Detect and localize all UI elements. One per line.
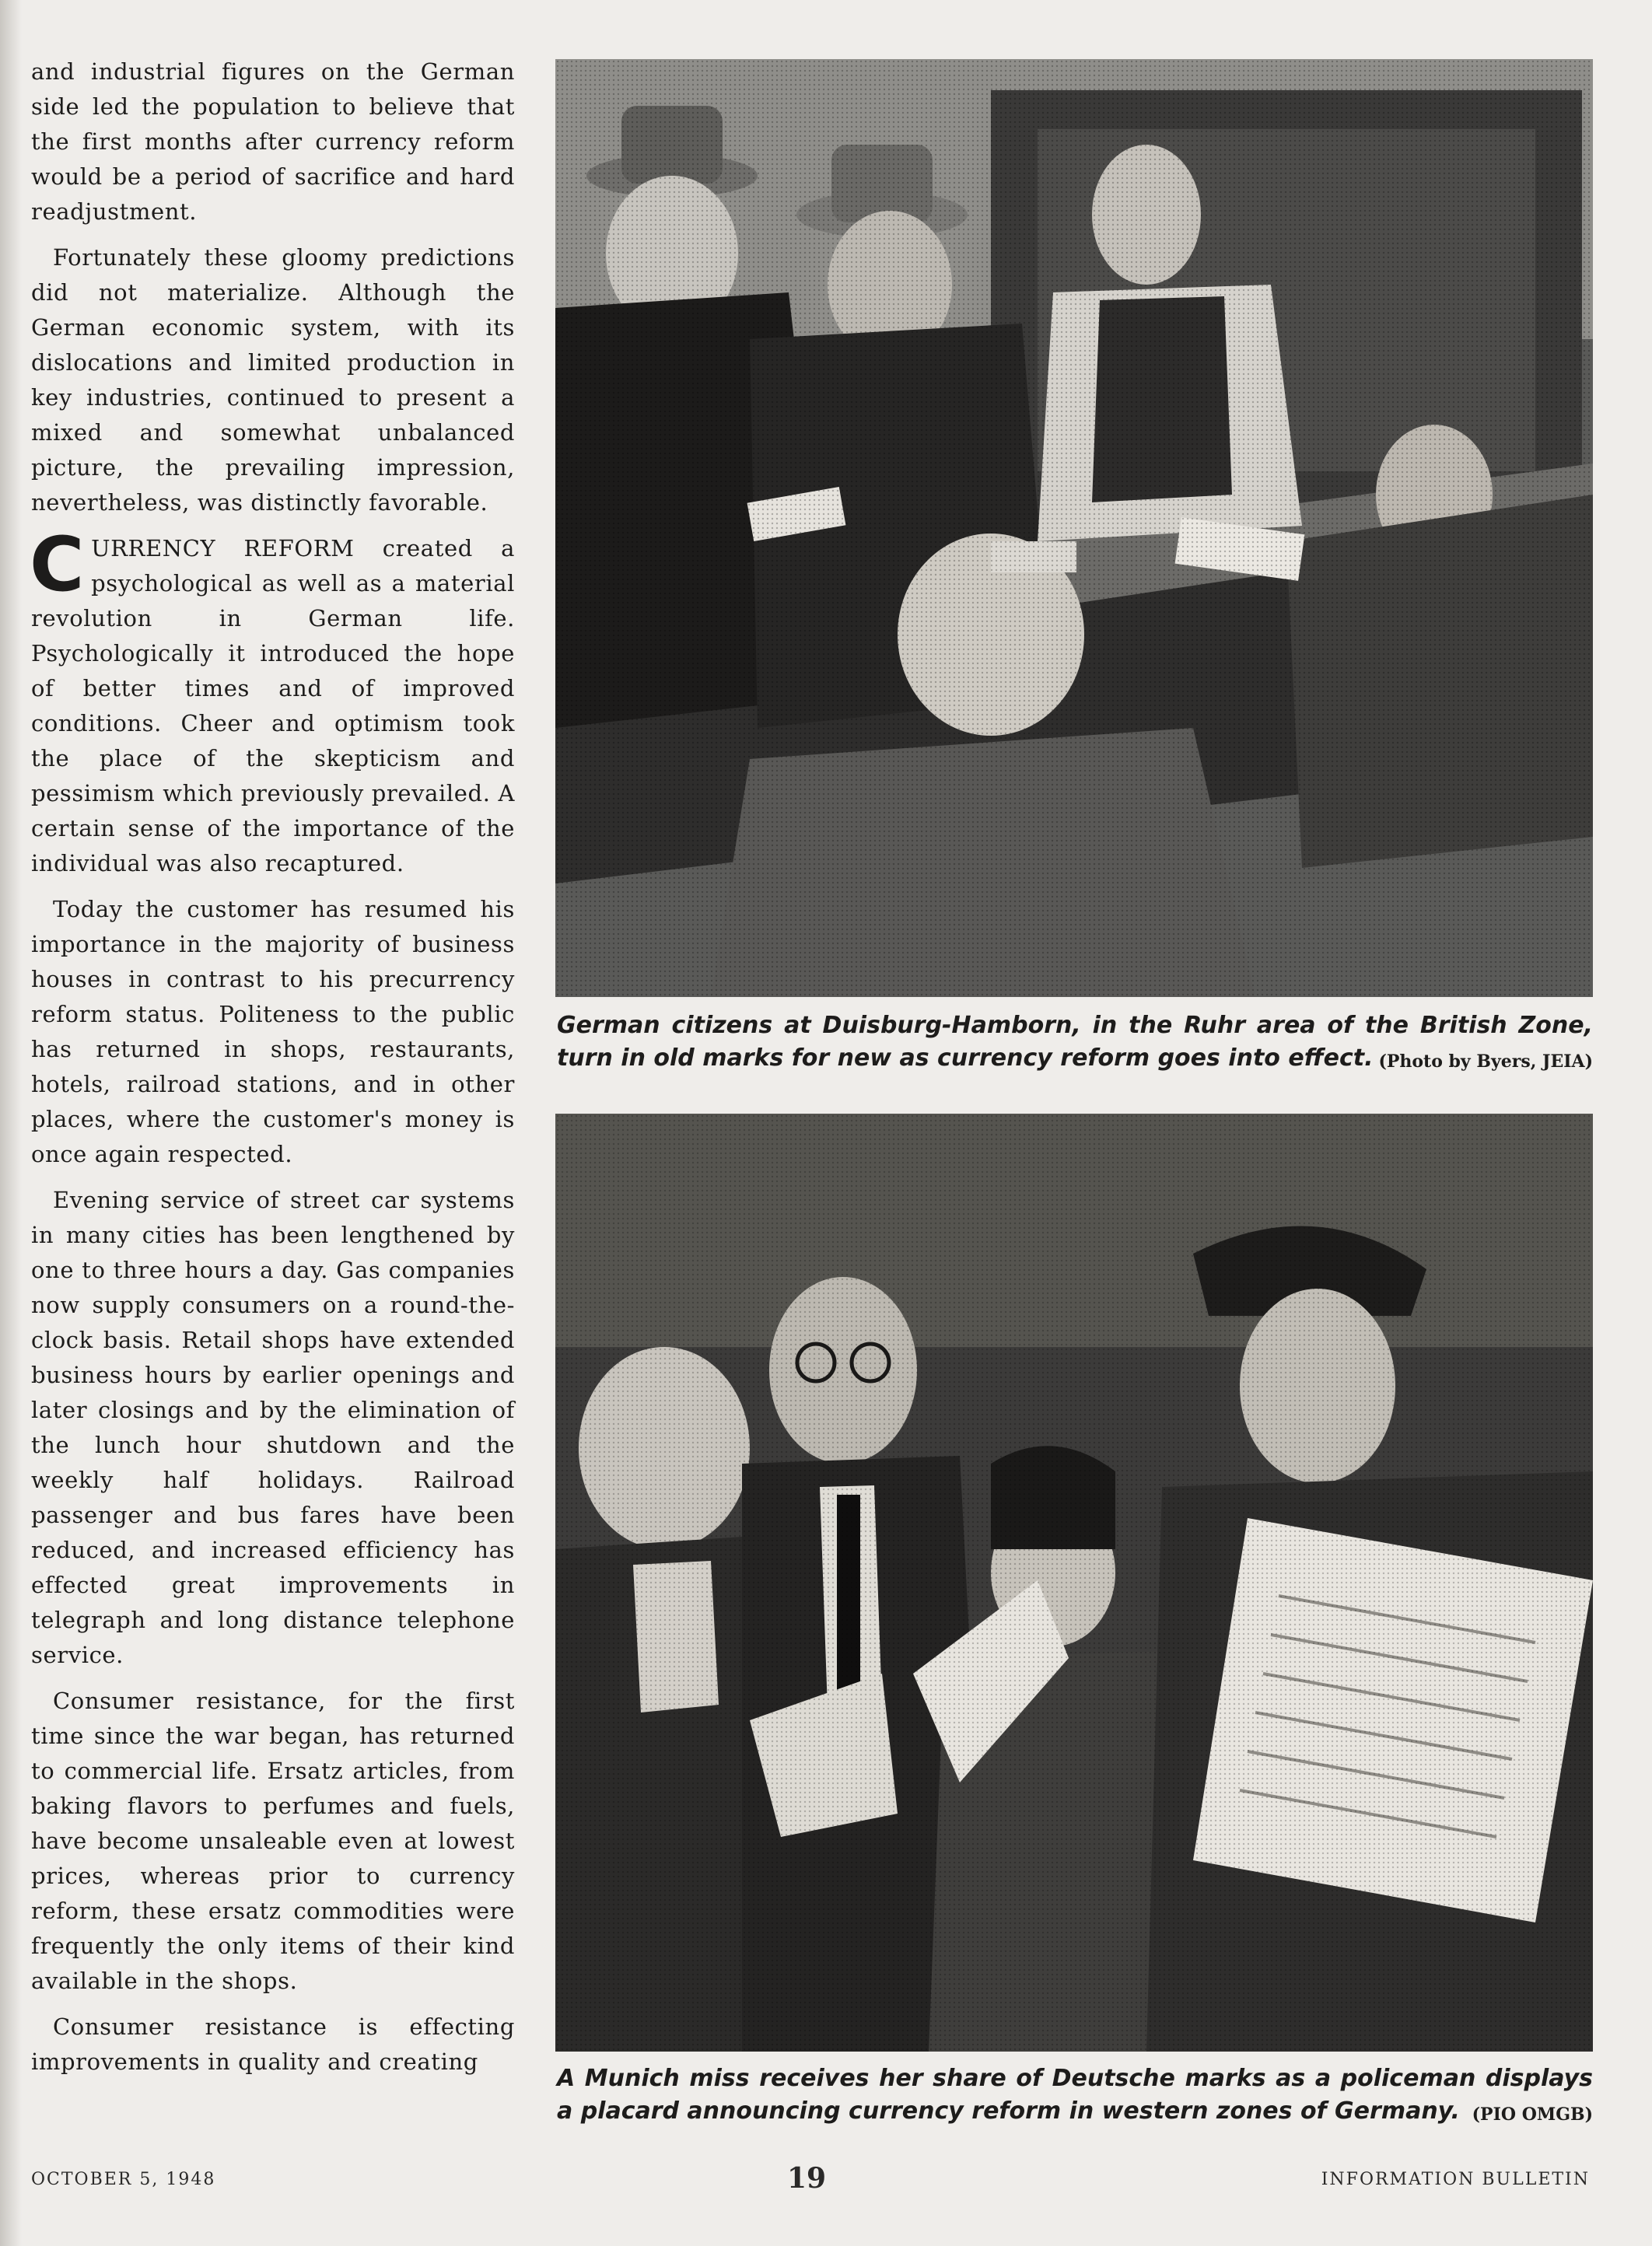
paragraph-4: Today the customer has resumed his importance in the majority of business houses in contrast to his precurrency reform status. Politeness to the public has returned in shops, restaurants, hotels, railroad stations, and in other places, where the customer's money is once again respected. — [31, 896, 515, 1167]
caption-top-text: German citizens at Duisburg-Hamborn, in the Ruhr area of the British Zone, turn in old marks for new as currency reform goes into effect. — [557, 1012, 1593, 1072]
paragraph-6: Consumer resistance, for the first time since the war began, has returned to commercial life. Ersatz articles, from baking flavors to perfumes and fuels, have become unsaleable even at lowest prices, whereas prior to currency reform, these ersatz commodities were frequently the only items of their kind available in the shops. — [31, 1688, 515, 1994]
caption-top-credit: (Photo by Byers, JEIA) — [1378, 1051, 1593, 1072]
caption-bottom-text: A Munich miss receives her share of Deutsche marks as a policeman displays a placard announcing currency reform in western zones of Germany. — [557, 2065, 1593, 2125]
page-number: 19 — [787, 2162, 827, 2195]
paragraph-3-text: URRENCY REFORM created a psychological as well as a material revolution in German life. Psychologically it introduced the hope of better times and of improved conditions. Cheer and optimism took the place of the skepticism and pessimism which previously prevailed. A certain sense of the importance of the individual was also recaptured. — [31, 535, 515, 876]
paragraph-5: Evening service of street car systems in many cities has been lengthened by one to three hours a day. Gas companies now supply consumers on a round-the-clock basis. Retail shops have extended business hours by earlier openings and later closings and by the elimination of the lunch hour shutdown and the weekly half holidays. Railroad passenger and bus fares have been reduced, and increased efficiency has effected great improvements in telegraph and long distance telephone service. — [31, 1187, 515, 1668]
paragraph-2: Fortunately these gloomy predictions did not materialize. Although the German economic system, with its dislocations and limited production in key industries, continued to present a mixed and somewhat unbalanced picture, the prevailing impression, nevertheless, was distinctly favorable. — [31, 244, 515, 516]
caption-bottom-credit: (PIO OMGB) — [1472, 2104, 1593, 2125]
drop-cap: C — [30, 521, 86, 608]
caption-top — [557, 1009, 1593, 1078]
footer-date: OCTOBER 5, 1948 — [31, 2170, 216, 2189]
page-edge-shadow — [0, 0, 22, 2246]
paragraph-3 — [30, 521, 515, 881]
article-column — [31, 54, 515, 2090]
photo-currency-exchange — [555, 59, 1593, 997]
paragraph-1: and industrial figures on the German side led the population to believe that the first months after currency reform would be a period of sacrifice and hard readjustment. — [31, 58, 515, 225]
paragraph-7: Consumer resistance is effecting improvements in quality and creating — [31, 2013, 515, 2075]
publication-name: INFORMATION BULLETIN — [1321, 2170, 1590, 2189]
caption-bottom — [557, 2062, 1593, 2131]
photo-munich-marks — [555, 1114, 1593, 2052]
